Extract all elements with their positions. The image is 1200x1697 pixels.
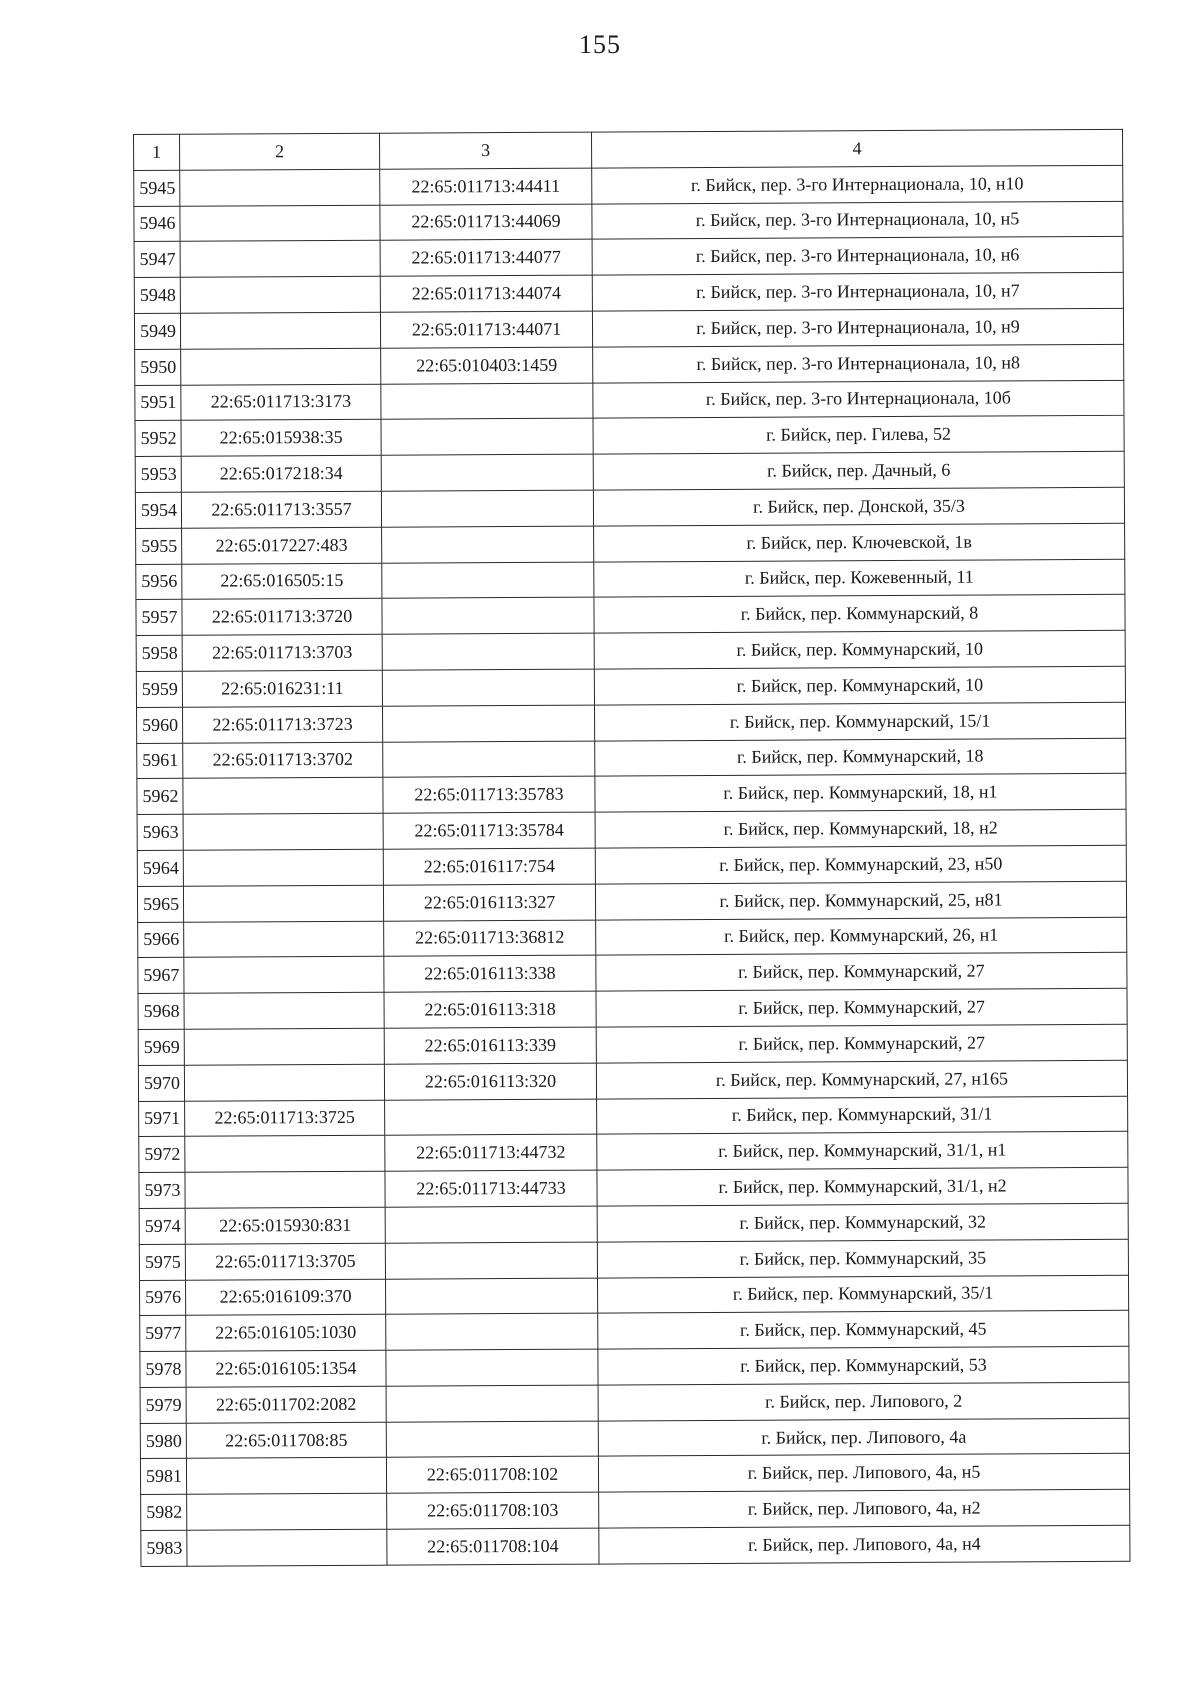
row-number-cell: 5962	[137, 779, 183, 815]
address-cell: г. Бийск, пер. Коммунарский, 18	[595, 738, 1126, 777]
table-row	[141, 1525, 1130, 1566]
table-row	[135, 487, 1124, 528]
address-cell: г. Бийск, пер. Коммунарский, 35	[597, 1239, 1128, 1278]
address-cell: г. Бийск, пер. Липового, 4а, н5	[598, 1454, 1129, 1493]
address-cell: г. Бийск, пер. Коммунарский, 27	[596, 953, 1127, 992]
row-number-cell: 5948	[134, 277, 180, 313]
table-row	[136, 559, 1125, 600]
building-cadastral-cell: 22:65:016113:339	[384, 1027, 596, 1064]
address-cell: г. Бийск, пер. Коммунарский, 53	[598, 1346, 1129, 1385]
row-number-cell: 5959	[136, 671, 182, 707]
row-number-cell: 5967	[138, 958, 184, 994]
building-cadastral-cell: 22:65:011708:102	[386, 1457, 598, 1494]
row-number-cell: 5952	[135, 421, 181, 457]
registry-table	[133, 129, 1130, 1567]
row-number-cell: 5947	[134, 242, 180, 278]
land-cadastral-cell: 22:65:011713:3702	[183, 742, 383, 779]
address-cell: г. Бийск, пер. 3-го Интернационала, 10, н5	[592, 201, 1123, 240]
row-number-cell: 5957	[136, 600, 182, 636]
table-body	[134, 165, 1130, 1566]
table-row	[134, 201, 1123, 242]
row-number-cell: 5966	[138, 922, 184, 958]
address-cell: г. Бийск, пер. Липового, 4а, н2	[599, 1490, 1130, 1529]
address-cell: г. Бийск, пер. Коммунарский, 8	[594, 595, 1125, 634]
address-cell: г. Бийск, пер. 3-го Интернационала, 10, н7	[592, 273, 1123, 312]
table-row	[137, 738, 1126, 779]
address-cell: г. Бийск, пер. Коммунарский, 27, н165	[596, 1060, 1127, 1099]
land-cadastral-cell	[187, 1493, 387, 1530]
building-cadastral-cell: 22:65:011713:35784	[383, 812, 595, 849]
land-cadastral-cell: 22:65:016105:1030	[186, 1314, 386, 1351]
address-cell: г. Бийск, пер. Коммунарский, 31/1, н2	[597, 1167, 1128, 1206]
address-cell: г. Бийск, пер. 3-го Интернационала, 10, н8	[593, 344, 1124, 383]
land-cadastral-cell	[183, 778, 383, 815]
land-cadastral-cell: 22:65:017227:483	[182, 527, 382, 564]
row-number-cell: 5954	[135, 492, 181, 528]
land-cadastral-cell: 22:65:016109:370	[185, 1279, 385, 1316]
row-number-cell: 5978	[140, 1351, 186, 1387]
address-cell: г. Бийск, пер. Кожевенный, 11	[594, 559, 1125, 598]
address-cell: г. Бийск, пер. Коммунарский, 26, н1	[596, 917, 1127, 956]
row-number-cell: 5973	[139, 1172, 185, 1208]
address-cell: г. Бийск, пер. Донской, 35/3	[593, 487, 1124, 526]
row-number-cell: 5964	[137, 850, 183, 886]
header-col-1: 1	[134, 134, 180, 170]
building-cadastral-cell	[386, 1385, 598, 1422]
building-cadastral-cell: 22:65:011713:44732	[385, 1134, 597, 1171]
address-cell: г. Бийск, пер. Коммунарский, 31/1	[597, 1096, 1128, 1135]
row-number-cell: 5965	[137, 886, 183, 922]
building-cadastral-cell: 22:65:016113:327	[383, 884, 595, 921]
row-number-cell: 5974	[139, 1208, 185, 1244]
address-cell: г. Бийск, пер. Коммунарский, 35/1	[597, 1275, 1128, 1314]
building-cadastral-cell	[385, 1206, 597, 1243]
address-cell: г. Бийск, пер. Коммунарский, 32	[597, 1203, 1128, 1242]
table-row	[137, 845, 1126, 886]
table-row	[137, 702, 1126, 743]
row-number-cell: 5981	[140, 1459, 186, 1495]
table-row	[135, 344, 1124, 385]
table-row	[136, 595, 1125, 636]
table-row	[135, 451, 1124, 492]
row-number-cell: 5972	[139, 1137, 185, 1173]
table-row	[134, 308, 1123, 349]
header-col-4: 4	[591, 129, 1122, 168]
address-cell: г. Бийск, пер. Коммунарский, 31/1, н1	[597, 1132, 1128, 1171]
header-col-3: 3	[379, 132, 591, 169]
address-cell: г. Бийск, пер. Коммунарский, 23, н50	[595, 845, 1126, 884]
building-cadastral-cell	[386, 1313, 598, 1350]
header-row	[134, 129, 1123, 170]
table-row	[139, 1239, 1128, 1280]
building-cadastral-cell	[382, 562, 594, 599]
land-cadastral-cell: 22:65:016105:1354	[186, 1350, 386, 1387]
land-cadastral-cell	[183, 813, 383, 850]
table-row	[139, 1203, 1128, 1244]
building-cadastral-cell: 22:65:011713:44077	[380, 239, 592, 276]
building-cadastral-cell: 22:65:016113:338	[384, 955, 596, 992]
table-row	[138, 988, 1127, 1029]
land-cadastral-cell: 22:65:016505:15	[182, 563, 382, 600]
row-number-cell: 5949	[134, 313, 180, 349]
header-col-2: 2	[180, 133, 380, 170]
row-number-cell: 5956	[136, 564, 182, 600]
land-cadastral-cell	[180, 241, 380, 278]
row-number-cell: 5951	[135, 385, 181, 421]
land-cadastral-cell	[184, 921, 384, 958]
land-cadastral-cell: 22:65:011713:3173	[181, 384, 381, 421]
building-cadastral-cell: 22:65:011713:35783	[383, 776, 595, 813]
building-cadastral-cell	[385, 1278, 597, 1315]
table-row	[135, 380, 1124, 421]
building-cadastral-cell	[385, 1242, 597, 1279]
table-row	[138, 917, 1127, 958]
table-row	[137, 774, 1126, 815]
address-cell: г. Бийск, пер. 3-го Интернационала, 10, н9	[592, 308, 1123, 347]
land-cadastral-cell: 22:65:017218:34	[181, 455, 381, 492]
row-number-cell: 5958	[136, 635, 182, 671]
land-cadastral-cell: 22:65:011713:3723	[183, 706, 383, 743]
row-number-cell: 5963	[137, 814, 183, 850]
land-cadastral-cell: 22:65:011713:3557	[181, 491, 381, 528]
land-cadastral-cell: 22:65:011713:3720	[182, 599, 382, 636]
building-cadastral-cell	[385, 1099, 597, 1136]
building-cadastral-cell: 22:65:010403:1459	[381, 347, 593, 384]
table-row	[134, 165, 1123, 206]
building-cadastral-cell	[382, 633, 594, 670]
land-cadastral-cell	[185, 1171, 385, 1208]
table-row	[139, 1132, 1128, 1173]
table-row	[139, 1096, 1128, 1137]
row-number-cell: 5960	[137, 707, 183, 743]
table-row	[137, 809, 1126, 850]
address-cell: г. Бийск, пер. Липового, 4а, н4	[599, 1525, 1130, 1564]
building-cadastral-cell: 22:65:016113:318	[384, 991, 596, 1028]
row-number-cell: 5980	[140, 1423, 186, 1459]
land-cadastral-cell	[180, 276, 380, 313]
row-number-cell: 5961	[137, 743, 183, 779]
table-row	[140, 1454, 1129, 1495]
building-cadastral-cell: 22:65:011713:44733	[385, 1170, 597, 1207]
building-cadastral-cell	[382, 705, 594, 742]
row-number-cell: 5968	[138, 993, 184, 1029]
land-cadastral-cell: 22:65:011702:2082	[186, 1386, 386, 1423]
row-number-cell: 5970	[138, 1065, 184, 1101]
table-row	[140, 1382, 1129, 1423]
address-cell: г. Бийск, пер. Дачный, 6	[593, 451, 1124, 490]
address-cell: г. Бийск, пер. Гилева, 52	[593, 416, 1124, 455]
land-cadastral-cell: 22:65:011713:3703	[182, 634, 382, 671]
land-cadastral-cell	[186, 1458, 386, 1495]
land-cadastral-cell: 22:65:011708:85	[186, 1422, 386, 1459]
row-number-cell: 5982	[141, 1495, 187, 1531]
building-cadastral-cell: 22:65:011713:44071	[380, 311, 592, 348]
land-cadastral-cell	[184, 957, 384, 994]
land-cadastral-cell	[183, 849, 383, 886]
address-cell: г. Бийск, пер. Коммунарский, 10	[594, 666, 1125, 705]
address-cell: г. Бийск, пер. Коммунарский, 18, н2	[595, 809, 1126, 848]
table-row	[136, 630, 1125, 671]
building-cadastral-cell: 22:65:011713:44411	[380, 168, 592, 205]
table-row	[136, 666, 1125, 707]
building-cadastral-cell	[382, 526, 594, 563]
building-cadastral-cell: 22:65:011713:44069	[380, 204, 592, 241]
building-cadastral-cell	[382, 669, 594, 706]
row-number-cell: 5971	[139, 1101, 185, 1137]
land-cadastral-cell: 22:65:016231:11	[182, 670, 382, 707]
land-cadastral-cell: 22:65:015938:35	[181, 420, 381, 457]
table-row	[134, 273, 1123, 314]
land-cadastral-cell: 22:65:011713:3705	[185, 1243, 385, 1280]
address-cell: г. Бийск, пер. 3-го Интернационала, 10б	[593, 380, 1124, 419]
address-cell: г. Бийск, пер. Коммунарский, 27	[596, 988, 1127, 1027]
building-cadastral-cell: 22:65:011713:36812	[384, 920, 596, 957]
table-row	[138, 1060, 1127, 1101]
address-cell: г. Бийск, пер. Коммунарский, 10	[594, 630, 1125, 669]
address-cell: г. Бийск, пер. Коммунарский, 18, н1	[595, 774, 1126, 813]
row-number-cell: 5953	[135, 456, 181, 492]
table-row	[135, 416, 1124, 457]
land-cadastral-cell	[187, 1529, 387, 1566]
building-cadastral-cell	[386, 1421, 598, 1458]
row-number-cell: 5976	[140, 1280, 186, 1316]
address-cell: г. Бийск, пер. Коммунарский, 27	[596, 1024, 1127, 1063]
row-number-cell: 5945	[134, 170, 180, 206]
land-cadastral-cell	[180, 169, 380, 206]
address-cell: г. Бийск, пер. 3-го Интернационала, 10, н6	[592, 237, 1123, 276]
row-number-cell: 5955	[136, 528, 182, 564]
building-cadastral-cell	[383, 741, 595, 778]
building-cadastral-cell: 22:65:016113:320	[384, 1063, 596, 1100]
address-cell: г. Бийск, пер. Липового, 2	[598, 1382, 1129, 1421]
building-cadastral-cell	[381, 418, 593, 455]
row-number-cell: 5983	[141, 1530, 187, 1566]
row-number-cell: 5977	[140, 1316, 186, 1352]
table-row	[139, 1167, 1128, 1208]
building-cadastral-cell	[381, 454, 593, 491]
land-cadastral-cell: 22:65:015930:831	[185, 1207, 385, 1244]
land-cadastral-cell	[184, 992, 384, 1029]
building-cadastral-cell: 22:65:016117:754	[383, 848, 595, 885]
page-number: 155	[579, 30, 621, 59]
table-row	[136, 523, 1125, 564]
row-number-cell: 5946	[134, 206, 180, 242]
land-cadastral-cell	[183, 885, 383, 922]
table-row	[140, 1311, 1129, 1352]
building-cadastral-cell	[381, 383, 593, 420]
land-cadastral-cell: 22:65:011713:3725	[185, 1100, 385, 1137]
land-cadastral-cell	[180, 312, 380, 349]
table-row	[140, 1275, 1129, 1316]
table-row	[141, 1490, 1130, 1531]
table-row	[134, 237, 1123, 278]
building-cadastral-cell	[381, 490, 593, 527]
building-cadastral-cell: 22:65:011708:103	[387, 1492, 599, 1529]
row-number-cell: 5950	[135, 349, 181, 385]
building-cadastral-cell: 22:65:011713:44074	[380, 275, 592, 312]
table-header	[134, 129, 1123, 170]
table-row	[138, 1024, 1127, 1065]
table-row	[137, 881, 1126, 922]
table-row	[138, 953, 1127, 994]
table-row	[140, 1346, 1129, 1387]
address-cell: г. Бийск, пер. 3-го Интернационала, 10, н10	[592, 165, 1123, 204]
land-cadastral-cell	[184, 1028, 384, 1065]
building-cadastral-cell: 22:65:011708:104	[387, 1528, 599, 1565]
table-row	[140, 1418, 1129, 1459]
building-cadastral-cell	[386, 1349, 598, 1386]
address-cell: г. Бийск, пер. Коммунарский, 15/1	[594, 702, 1125, 741]
row-number-cell: 5969	[138, 1029, 184, 1065]
land-cadastral-cell	[185, 1136, 385, 1173]
land-cadastral-cell	[180, 205, 380, 242]
row-number-cell: 5975	[139, 1244, 185, 1280]
row-number-cell: 5979	[140, 1387, 186, 1423]
address-cell: г. Бийск, пер. Ключевской, 1в	[594, 523, 1125, 562]
land-cadastral-cell	[181, 348, 381, 385]
land-cadastral-cell	[184, 1064, 384, 1101]
building-cadastral-cell	[382, 597, 594, 634]
address-cell: г. Бийск, пер. Коммунарский, 25, н81	[595, 881, 1126, 920]
address-cell: г. Бийск, пер. Липового, 4а	[598, 1418, 1129, 1457]
address-cell: г. Бийск, пер. Коммунарский, 45	[598, 1311, 1129, 1350]
